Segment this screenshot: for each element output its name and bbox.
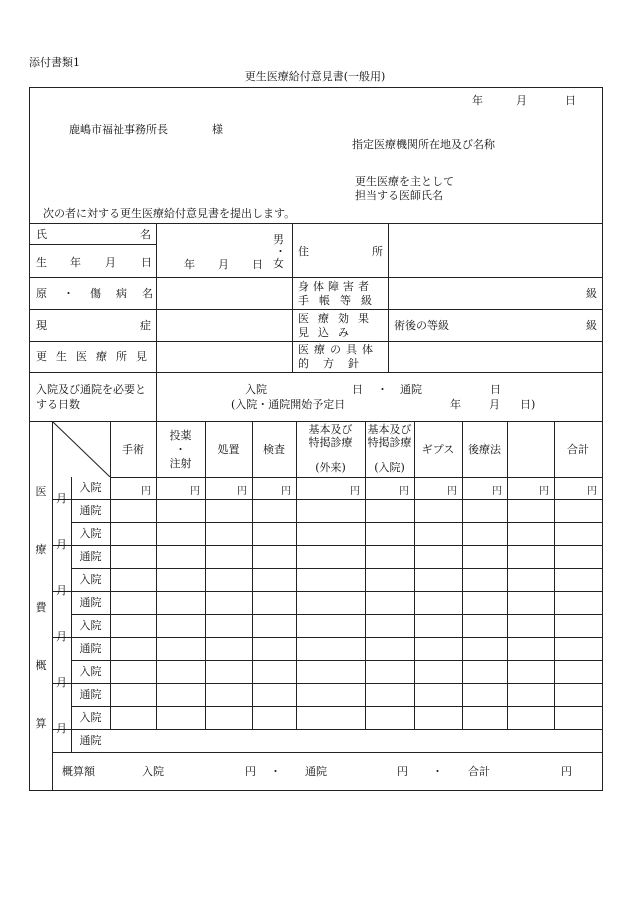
days-label-2: する日数 xyxy=(36,398,80,411)
header-diagonal xyxy=(52,421,110,477)
date-month: 月 xyxy=(516,94,527,107)
row-inpatient: 入院 xyxy=(79,481,102,494)
summary-total-yen: 円 xyxy=(561,765,572,778)
addressee: 鹿嶋市福祉事務所長 xyxy=(69,123,168,136)
row-inpatient: 入院 xyxy=(79,573,102,586)
row-inpatient: 入院 xyxy=(79,711,102,724)
opinion-label: 更生医療所見 xyxy=(36,350,156,363)
col-medication-3: 注射 xyxy=(169,457,192,470)
col-total: 合計 xyxy=(567,443,589,456)
yen-unit: 円 xyxy=(539,486,549,497)
start-year: 年 xyxy=(450,398,461,411)
month-label: 月 xyxy=(56,584,67,597)
addressee-sama: 様 xyxy=(212,123,223,136)
month-label: 月 xyxy=(56,538,67,551)
disease-label-5: 名 xyxy=(142,287,153,300)
start-day: 日) xyxy=(520,398,536,411)
month-label: 月 xyxy=(56,630,67,643)
doctor-label-line2: 担当する医師氏名 xyxy=(355,189,443,202)
postop-label: 術後の等級 xyxy=(394,319,449,332)
summary-total: 合計 xyxy=(468,765,490,778)
handbook-kyu: 級 xyxy=(586,287,597,300)
row-inpatient: 入院 xyxy=(79,665,102,678)
col-treatment: 処置 xyxy=(217,443,240,456)
month-label: 月 xyxy=(56,722,67,735)
name-label-1: 氏 xyxy=(36,228,47,241)
postop-kyu: 級 xyxy=(586,319,597,332)
side-label-3: 費 xyxy=(35,601,47,614)
date-year: 年 xyxy=(472,94,483,107)
col-inpatient-1: 基本及び xyxy=(367,423,412,436)
col-outpatient-2: 特掲診療 xyxy=(308,436,353,449)
document-label: 添付書類1 xyxy=(29,56,80,69)
address-label-2: 所 xyxy=(372,245,383,258)
days-tsuin: 通院 xyxy=(400,383,422,396)
col-medication-2: ・ xyxy=(175,443,186,456)
disease-label-2: ・ xyxy=(63,287,74,300)
col-outpatient-1: 基本及び xyxy=(308,423,353,436)
policy-label-2: 的方針 xyxy=(298,357,373,370)
current-label-1: 現 xyxy=(36,319,47,332)
month-label: 月 xyxy=(56,676,67,689)
sex-dot: ・ xyxy=(275,245,286,258)
yen-unit: 円 xyxy=(190,486,200,497)
birth-label-month: 月 xyxy=(105,256,116,269)
page-title: 更生医療給付意見書(一般用) xyxy=(244,70,386,83)
handbook-label-2: 手帳等級 xyxy=(298,294,382,307)
days-tsuin-nichi: 日 xyxy=(490,383,501,396)
start-date-label: (入院・通院開始予定日 xyxy=(231,398,346,411)
days-dot: ・ xyxy=(377,383,388,396)
birth-year: 年 xyxy=(184,258,195,271)
yen-unit: 円 xyxy=(399,486,409,497)
opinion-form xyxy=(29,87,603,791)
summary-inpatient-yen: 円 xyxy=(245,765,256,778)
yen-unit: 円 xyxy=(447,486,457,497)
birth-label-sei: 生 xyxy=(36,256,47,269)
col-aftercare: 後療法 xyxy=(468,443,501,456)
policy-label-1: 医療の具体 xyxy=(298,343,378,356)
days-nyuin: 入院 xyxy=(245,383,267,396)
birth-label-day: 日 xyxy=(141,256,152,269)
name-label-2: 名 xyxy=(140,228,151,241)
summary-dot: ・ xyxy=(270,765,281,778)
disease-label-3: 傷 xyxy=(90,287,101,300)
col-inpatient-2: 特掲診療 xyxy=(367,436,412,449)
days-nyuin-nichi: 日 xyxy=(352,383,363,396)
summary-label: 概算額 xyxy=(62,765,95,778)
yen-unit: 円 xyxy=(587,486,597,497)
sex-female: 女 xyxy=(273,257,284,270)
effect-label-1: 医療効果 xyxy=(298,312,378,325)
date-day: 日 xyxy=(565,94,576,107)
col-medication-1: 投薬 xyxy=(169,429,192,442)
birth-day: 日 xyxy=(252,258,263,271)
side-label-1: 医 xyxy=(35,485,47,498)
row-outpatient: 通院 xyxy=(79,596,102,609)
yen-unit: 円 xyxy=(350,486,360,497)
row-inpatient: 入院 xyxy=(79,619,102,632)
row-outpatient: 通院 xyxy=(79,504,102,517)
col-inpatient-3: (入院) xyxy=(374,461,405,474)
yen-unit: 円 xyxy=(281,486,291,497)
effect-label-2: 見込み xyxy=(298,326,358,339)
birth-month: 月 xyxy=(218,258,229,271)
birth-label-year: 年 xyxy=(70,256,81,269)
summary-inpatient: 入院 xyxy=(142,765,164,778)
institution-label: 指定医療機関所在地及び名称 xyxy=(352,138,495,151)
col-cast: ギプス xyxy=(421,443,455,456)
address-label-1: 住 xyxy=(298,245,309,258)
row-outpatient: 通院 xyxy=(79,642,102,655)
start-month: 月 xyxy=(489,398,500,411)
side-label-5: 算 xyxy=(35,717,47,730)
yen-unit: 円 xyxy=(141,486,151,497)
month-label: 月 xyxy=(56,492,67,505)
row-outpatient: 通院 xyxy=(79,688,102,701)
doctor-label-line1: 更生医療を主として xyxy=(355,175,454,188)
row-outpatient: 通院 xyxy=(79,550,102,563)
summary-outpatient-yen: 円 xyxy=(397,765,408,778)
handbook-label-1: 身体障害者 xyxy=(298,280,373,293)
current-label-2: 症 xyxy=(140,319,151,332)
col-surgery: 手術 xyxy=(122,443,144,456)
row-outpatient: 通院 xyxy=(79,734,102,747)
side-label-2: 療 xyxy=(35,543,47,556)
summary-outpatient: 通院 xyxy=(305,765,327,778)
summary-dot: ・ xyxy=(432,765,443,778)
row-inpatient: 入院 xyxy=(79,527,102,540)
sex-male: 男 xyxy=(273,233,284,246)
yen-unit: 円 xyxy=(492,486,502,497)
disease-label-4: 病 xyxy=(116,287,127,300)
side-label-4: 概 xyxy=(35,659,47,672)
yen-unit: 円 xyxy=(237,486,247,497)
disease-label-1: 原 xyxy=(36,287,47,300)
days-label-1: 入院及び通院を必要と xyxy=(36,383,146,396)
submit-text: 次の者に対する更生医療給付意見書を提出します。 xyxy=(43,207,296,220)
col-outpatient-3: (外来) xyxy=(315,461,346,474)
col-exam: 検査 xyxy=(263,443,285,456)
